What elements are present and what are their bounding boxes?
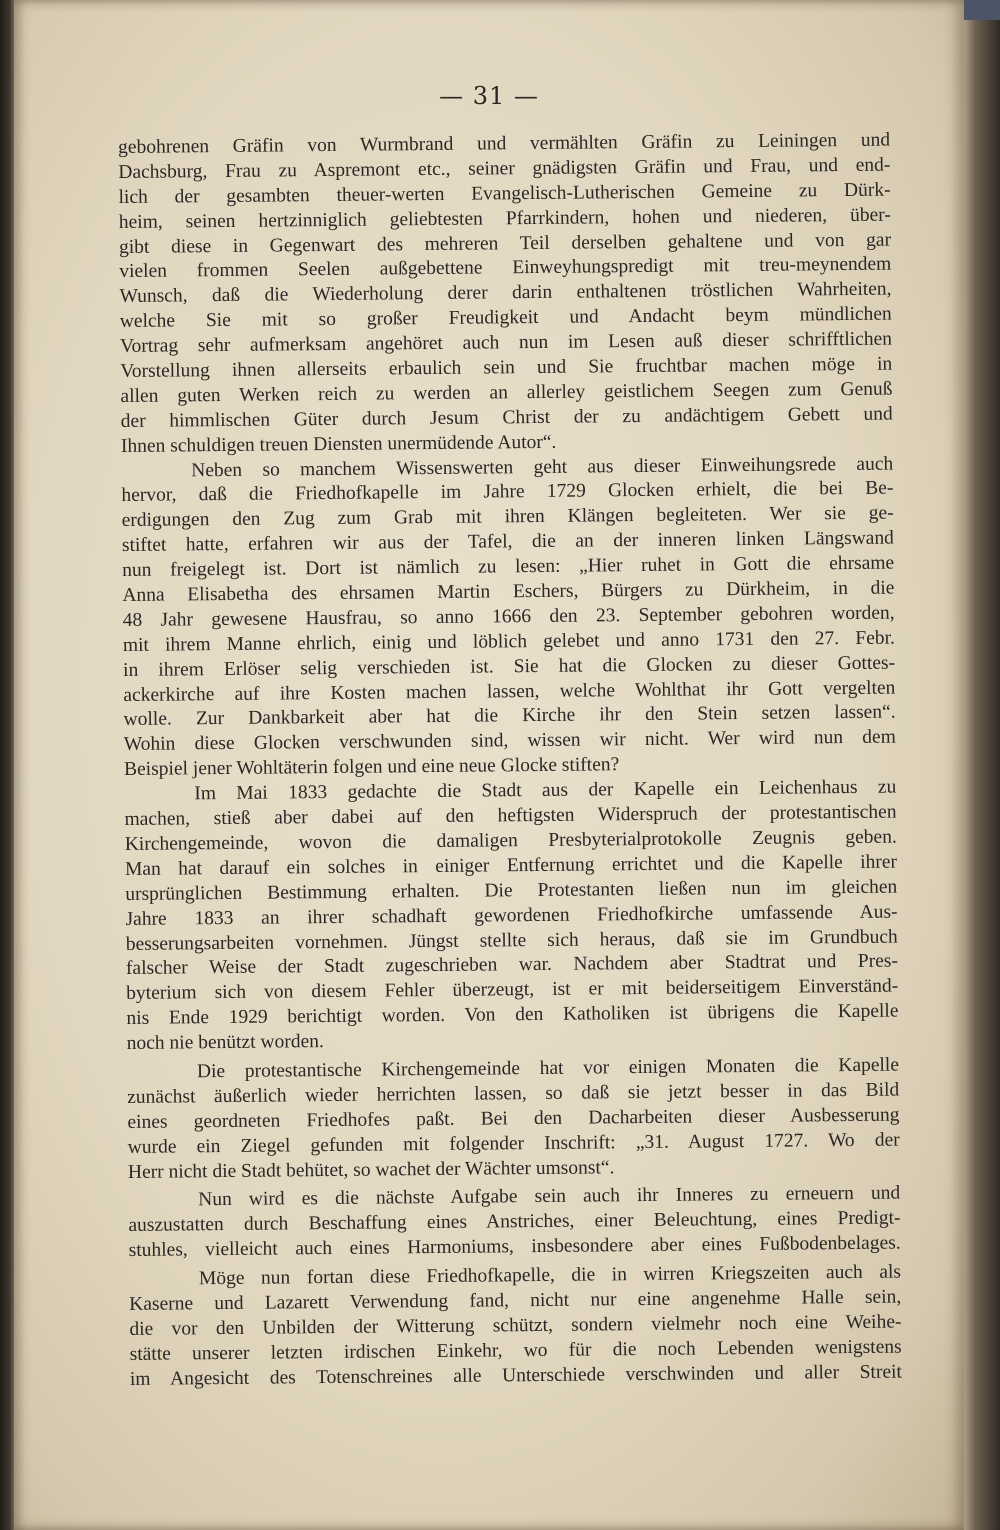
text-line: nis Ende 1929 berichtigt worden. Von den Katholiken ist übrigens die Kapelle <box>126 1000 899 1030</box>
text-line: Wohin diese Glocken verschwunden sind, wissen wir nicht. Wer wird nun dem <box>123 726 896 756</box>
text-line: Vorstellung ihnen allerseits erbaulich sein und Sie fruchtbar machen möge in <box>120 353 893 383</box>
text-line: im Angesicht des Totenschreines alle Unterschiede verschwinden und aller Streit <box>129 1361 902 1390</box>
text-line: gibt diese in Gegenwart des mehreren Teil derselben gehaltene und von gar <box>118 229 892 258</box>
text-line: hervor, daß die Friedhofkapelle im Jahre 1729 Glocken erhielt, die bei Be- <box>121 478 894 507</box>
text-line: wurde ein Ziegel gefunden mit folgender Inschrift: „31. August 1727. Wo der <box>127 1129 900 1158</box>
text-line: Wunsch, daß die Wiederholung derer darin enthaltenen tröstlichen Wahrheiten, <box>119 278 892 308</box>
text-line: erdigungen den Zug zum Grab mit ihren Klängen begleiteten. Wer sie ge- <box>121 502 894 532</box>
page-number: — 31 — <box>439 82 539 110</box>
text-line: mit ihrem Manne ehrlich, einig und löblich gelebet und anno 1731 den 27. Febr. <box>122 627 895 656</box>
text-line: die vor den Unbilden der Witterung schützt, sondern vielmehr noch eine Weihe- <box>129 1311 902 1340</box>
paragraph-start-line: Neben so manchem Wissenswerten geht aus dieser Einweihungsrede auch <box>191 453 894 481</box>
paragraph-start-line: Nun wird es die nächste Aufgabe sein auch ihr Inneres zu erneuern und <box>198 1182 901 1211</box>
text-line: vielen frommen Seelen außgebettene Einweyhungspredigt mit treu-meynendem <box>119 254 892 283</box>
text-line: auszustatten durch Beschaffung eines Anstriches, einer Beleuchtung, eines Predigt- <box>128 1207 901 1237</box>
text-line: ursprünglichen Bestimmung erhalten. Die Protestanten ließen nun im gleichen <box>125 876 898 905</box>
text-line: ackerkirche auf ihre Kosten machen lassen, welche Wohlthat ihr Gott vergelten <box>123 677 896 706</box>
page-stack-edge <box>962 20 1000 1530</box>
text-line: Dachsburg, Frau zu Aspremont etc., seiner gnädigsten Gräfin und Frau, und end- <box>118 154 891 183</box>
paragraph-start-line: Die protestantische Kirchengemeinde hat vor einigen Monaten die Kapelle <box>196 1054 900 1083</box>
text-line: Kaserne und Lazarett Verwendung fand, nicht nur eine angenehme Halle sein, <box>129 1286 902 1315</box>
paragraph-start-line: Möge nun fortan diese Friedhofkapelle, die in wirren Kriegszeiten auch als <box>198 1261 902 1290</box>
text-line: noch nie benützt worden. <box>126 1031 324 1055</box>
text-line: stätte unserer letzten irdischen Einkehr, wo für die noch Lebenden wenigstens <box>129 1336 902 1365</box>
text-line: Beispiel jener Wohltäterin folgen und eine neue Glocke stiften? <box>123 754 620 781</box>
text-line: Vortrag sehr aufmerksam angehöret auch nun im Lesen auß dieser schrifftlichen <box>119 328 893 358</box>
text-line: wolle. Zur Dankbarkeit aber hat die Kirche ihr den Stein setzen lassen“. <box>123 702 896 731</box>
text-line: heim, seinen hertzinniglich geliebtesten Pfarrkindern, hohen und niederen, über- <box>118 204 891 233</box>
text-line: gebohrenen Gräfin von Wurmbrand und vermählten Gräfin zu Leiningen und <box>118 129 891 158</box>
text-line: welche Sie mit so großer Freudigkeit und Andacht beym mündlichen <box>119 303 892 333</box>
text-line: der himmlischen Güter durch Jesum Christ der zu andächtigem Gebett und <box>120 403 893 432</box>
text-line: nun freigelegt ist. Dort ist nämlich zu lesen: „Hier ruhet in Gott die ehrsame <box>122 552 895 582</box>
text-line: machen, stieß aber dabei auf den heftigsten Widerspruch der protestantischen <box>124 801 897 831</box>
text-line: Kirchengemeinde, wovon die damaligen Presbyterialprotokolle Zeugnis geben. <box>124 826 897 855</box>
text-line: stuhles, vielleicht auch eines Harmoniums, insbesondere aber eines Fußbodenbelages. <box>128 1232 901 1262</box>
text-line: eines geordneten Friedhofes paßt. Bei den Dacharbeiten dieser Ausbesserung <box>127 1104 900 1133</box>
body-text <box>118 129 902 1393</box>
text-line: lich der gesambten theuer-werten Evangelisch-Lutherischen Gemeine zu Dürk- <box>118 179 891 208</box>
text-line: Herr nicht die Stadt behütet, so wachet der Wächter umsonst“. <box>127 1156 615 1183</box>
text-line: stiftet hatte, erfahren wir aus der Tafel, die an der inneren linken Längswand <box>121 527 894 557</box>
text-line: in ihrem Erlöser selig verschieden ist. Sie hat die Glocken zu dieser Gottes- <box>123 652 896 681</box>
text-line: zunächst äußerlich wieder herrichten lassen, so daß sie jetzt besser in das Bild <box>127 1079 900 1108</box>
text-line: Man hat darauf ein solches in einiger Entfernung errichtet und die Kapelle ihrer <box>124 851 898 880</box>
text-line: allen guten Werken reich zu werden an allerley geistlichem Seegen zum Genuß <box>120 378 893 407</box>
text-line: Jahre 1833 an ihrer schadhaft gewordenen Friedhofkirche umfassende Aus- <box>125 901 898 930</box>
text-line: Ihnen schuldigen treuen Diensten unermüdende Autor“. <box>120 431 557 457</box>
text-line: falscher Weise der Stadt zugeschrieben war. Nachdem aber Stadtrat und Pres- <box>125 950 899 980</box>
paragraph-start-line: Im Mai 1833 gedachte die Stadt aus der Kapelle ein Leichenhaus zu <box>194 776 897 805</box>
text-line: byterium sich von diesem Fehler überzeugt, ist er mit beiderseitigem Einverständ- <box>126 975 899 1005</box>
text-line: 48 Jahr gewesene Hausfrau, so anno 1666 den 23. September gebohren worden, <box>122 602 895 631</box>
book-page <box>14 0 964 1530</box>
text-line: besserungsarbeiten vornehmen. Jüngst stellte sich heraus, daß sie im Grundbuch <box>125 926 898 955</box>
text-line: Anna Elisabetha des ehrsamen Martin Eschers, Bürgers zu Dürkheim, in die <box>122 577 895 607</box>
